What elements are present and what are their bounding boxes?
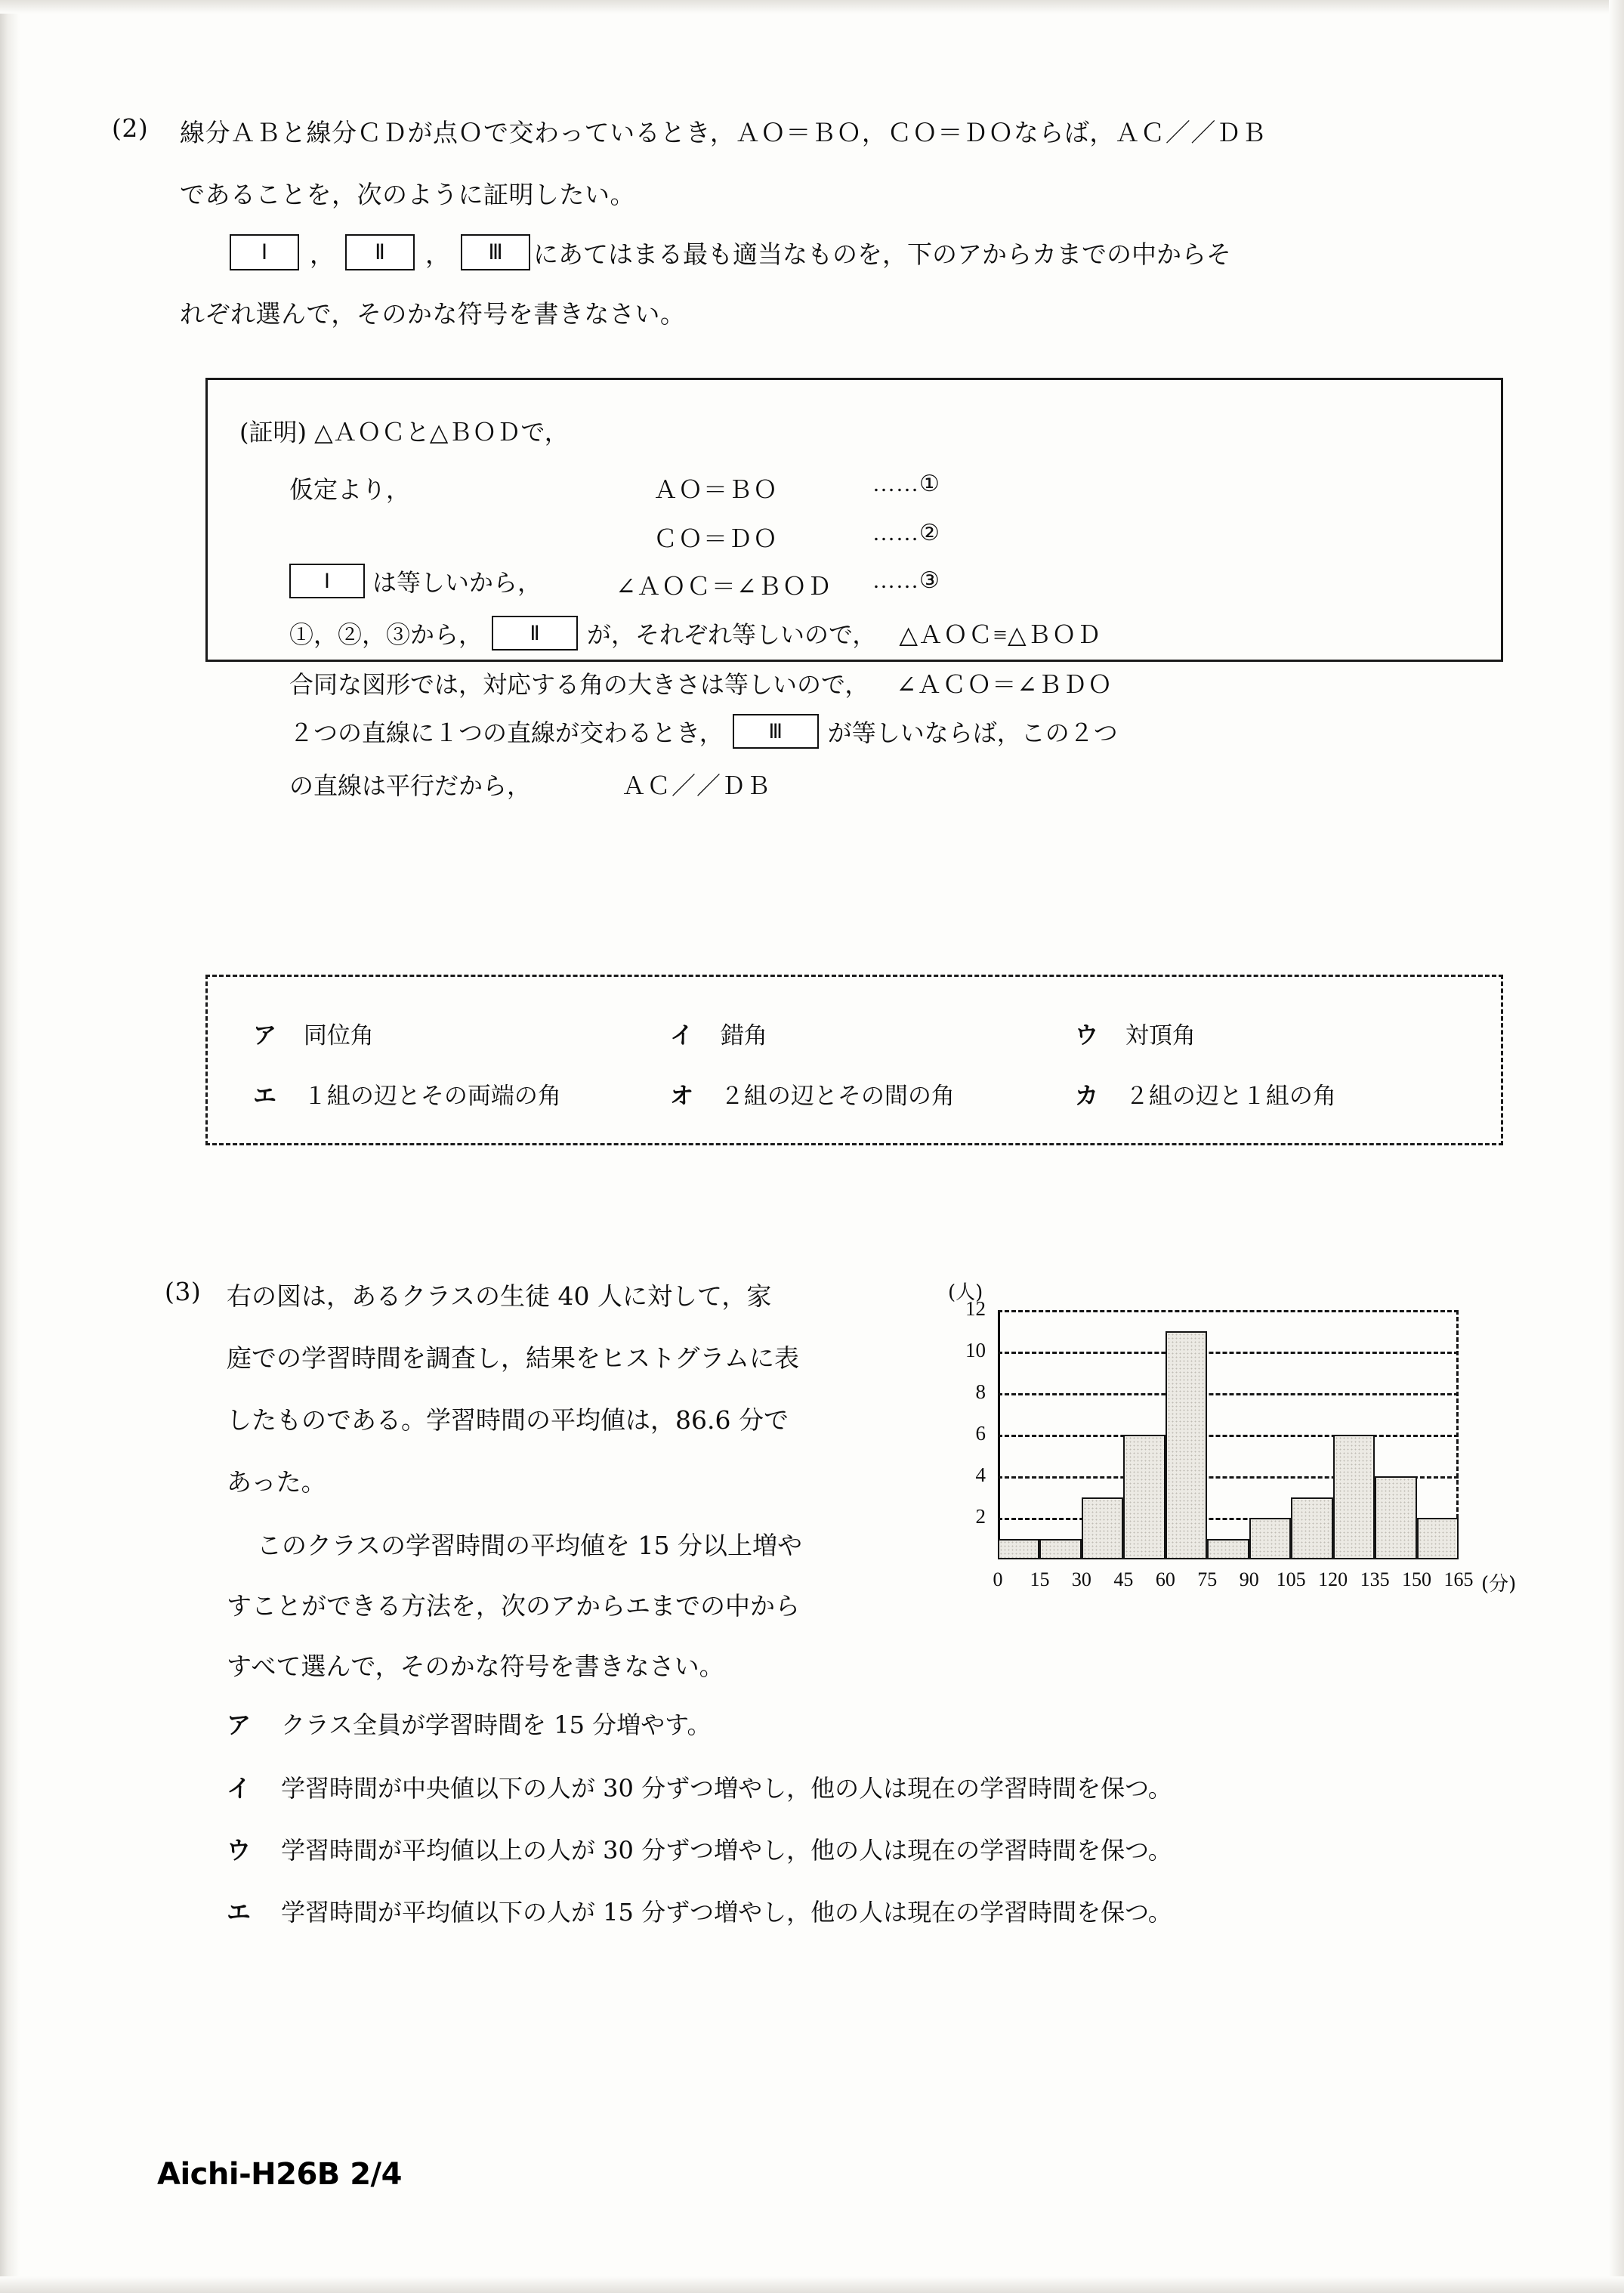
question-2-number: (2) (112, 113, 149, 143)
chart-bar (1039, 1539, 1081, 1560)
question-3-line-5: このクラスの学習時間の平均値を 15 分以上増や (257, 1531, 802, 1560)
chart-gridline (998, 1435, 1459, 1437)
chart-x-tick: 105 (1276, 1568, 1306, 1590)
choice-ka[interactable] (1075, 1077, 1336, 1111)
choice-i-key: イ (670, 1022, 693, 1049)
proof-row-4 (289, 616, 1102, 651)
proof-row-3 (289, 564, 542, 598)
question-2-blank-row (227, 234, 1231, 270)
chart-bar (1082, 1497, 1123, 1560)
proof-row-6-after: が等しいならば，この２つ (827, 718, 1118, 747)
proof-row-6 (289, 714, 1118, 749)
proof-blank-box-2[interactable]: Ⅱ (492, 616, 578, 651)
proof-row-6-before: ２つの直線に１つの直線が交わるとき， (289, 718, 724, 747)
question-3-option-u-key: ウ (227, 1836, 252, 1865)
question-3-line-1: 右の図は，あるクラスの生徒 40 人に対して，家 (227, 1281, 772, 1311)
proof-header: (証明) △ＡＯＣと△ＢＯＤで， (239, 418, 569, 447)
blank-box-2[interactable]: Ⅱ (345, 234, 415, 270)
proof-blank-box-3[interactable]: Ⅲ (733, 714, 819, 749)
chart-bar (1333, 1435, 1375, 1559)
choice-e-key: エ (253, 1083, 276, 1110)
choice-u-text: 対頂角 (1125, 1022, 1196, 1049)
blank-separator-2: ， (425, 239, 450, 269)
proof-row-3-equation: ∠ＡＯＣ＝∠ＢＯＤ (616, 573, 832, 600)
choice-u[interactable] (1075, 1016, 1196, 1050)
chart-bar (1417, 1518, 1459, 1559)
blank-separator-1: ， (310, 239, 335, 269)
proof-row-7-equation: ＡＣ／／ＤＢ (622, 772, 772, 799)
proof-row-1-ref: ……① (872, 471, 940, 496)
proof-row-4-after: が，それぞれ等しいので， (587, 620, 877, 649)
scan-edge-right (1609, 0, 1624, 2293)
chart-x-tick: 45 (1113, 1568, 1134, 1590)
choice-o-key: オ (670, 1083, 693, 1110)
question-3-option-i-text[interactable]: 学習時間が中央値以下の人が 30 分ずつ増やし，他の人は現在の学習時間を保つ。 (281, 1774, 1172, 1803)
question-2-line-3-tail: にあてはまる最も適当なものを，下のアからカまでの中からそ (533, 239, 1231, 269)
question-3-option-e-key: エ (227, 1898, 252, 1927)
chart-x-tick: 15 (1030, 1568, 1050, 1590)
blank-box-1[interactable]: Ⅰ (230, 234, 299, 270)
proof-row-3-after: は等しいから， (372, 568, 542, 597)
proof-blank-box-1[interactable]: Ⅰ (289, 564, 365, 598)
proof-row-1-equation: ＡＯ＝ＢＯ (653, 476, 779, 503)
scan-edge-bottom (0, 2276, 1624, 2293)
chart-y-tick: 2 (975, 1505, 986, 1528)
proof-row-4-equation: △ＡＯＣ≡△ＢＯＤ (899, 621, 1102, 648)
question-2-line-4: れぞれ選んで，そのかな符号を書きなさい。 (180, 299, 686, 329)
chart-gridline (998, 1310, 1459, 1312)
choice-i[interactable] (670, 1016, 767, 1050)
choice-ka-text: ２組の辺と１組の角 (1125, 1083, 1336, 1110)
proof-row-1-label: 仮定より， (289, 475, 411, 504)
scan-edge-top (0, 0, 1624, 14)
blank-box-3[interactable]: Ⅲ (461, 234, 530, 270)
choice-u-key: ウ (1075, 1022, 1098, 1049)
chart-x-tick: 75 (1197, 1568, 1218, 1590)
chart-x-tick: 0 (993, 1568, 1003, 1590)
chart-bar (1375, 1476, 1416, 1559)
chart-y-tick: 10 (965, 1339, 986, 1361)
chart-bar (1291, 1497, 1332, 1560)
chart-y-axis-unit-label: (人) (948, 1281, 983, 1304)
chart-x-tick: 150 (1402, 1568, 1432, 1590)
choice-e[interactable] (253, 1077, 561, 1111)
proof-row-7-text: の直線は平行だから， (289, 771, 532, 800)
proof-row-2-equation: ＣＯ＝ＤＯ (653, 525, 779, 552)
proof-row-7 (289, 767, 771, 802)
chart-bar (1123, 1435, 1165, 1559)
question-3-line-7: すべて選んで，そのかな符号を書きなさい。 (227, 1652, 724, 1681)
proof-row-5 (289, 666, 1113, 700)
page-footer-label: Aichi-H26B 2/4 (157, 2157, 402, 2192)
question-3-line-4: あった。 (227, 1467, 326, 1497)
choice-a[interactable] (253, 1016, 374, 1050)
chart-x-axis-unit-label: (分) (1481, 1573, 1517, 1596)
proof-row-2-ref: ……② (872, 521, 940, 545)
proof-row-4-before: ①，②，③から， (289, 620, 483, 649)
chart-bar (998, 1539, 1039, 1560)
question-2-line-1: 線分ＡＢと線分ＣＤが点Ｏで交わっているとき，ＡＯ＝ＢＯ，ＣＯ＝ＤＯならば，ＡＣ／／ＤＢ (180, 118, 1267, 147)
chart-gridline (998, 1393, 1459, 1395)
question-3-line-6: すことができる方法を，次のアからエまでの中から (227, 1591, 800, 1621)
proof-row-5-equation: ∠ＡＣＯ＝∠ＢＤＯ (896, 671, 1113, 698)
choice-a-key: ア (253, 1022, 276, 1049)
chart-x-tick: 165 (1443, 1568, 1474, 1590)
proof-row-3-ref: ……③ (872, 568, 940, 593)
question-3-option-a-text[interactable]: クラス全員が学習時間を 15 分増やす。 (281, 1710, 712, 1739)
question-3-option-a-key: ア (227, 1710, 252, 1739)
chart-y-tick: 6 (975, 1422, 986, 1445)
chart-y-tick: 12 (965, 1297, 986, 1320)
chart-x-tick: 60 (1155, 1568, 1175, 1590)
chart-plot-area (998, 1310, 1459, 1559)
question-3-option-e-text[interactable]: 学習時間が平均値以下の人が 15 分ずつ増やし，他の人は現在の学習時間を保つ。 (281, 1898, 1172, 1927)
choices-box (205, 975, 1503, 1145)
choice-ka-key: カ (1075, 1083, 1098, 1110)
chart-bar (1207, 1539, 1249, 1560)
question-3-line-3: したものである。学習時間の平均値は，86.6 分で (227, 1405, 789, 1435)
chart-bar (1249, 1518, 1291, 1559)
proof-box (205, 378, 1503, 800)
chart-y-tick: 8 (975, 1380, 986, 1403)
chart-bar (1166, 1331, 1207, 1560)
chart-x-tick: 90 (1239, 1568, 1259, 1590)
chart-y-tick: 4 (975, 1463, 986, 1486)
proof-row-5-text: 合同な図形では，対応する角の大きさは等しいので， (289, 670, 869, 699)
histogram-chart (946, 1277, 1517, 1632)
question-3-line-2: 庭での学習時間を調査し，結果をヒストグラムに表 (227, 1343, 800, 1373)
choice-o-text: ２組の辺とその間の角 (720, 1083, 955, 1110)
question-3-number: (3) (165, 1277, 202, 1306)
question-3-option-i-key: イ (227, 1774, 252, 1803)
choice-e-text: １組の辺とその両端の角 (303, 1083, 561, 1110)
scan-edge-left (0, 0, 20, 2293)
choice-i-text: 錯角 (720, 1022, 767, 1049)
choice-a-text: 同位角 (303, 1022, 374, 1049)
chart-gridline (998, 1352, 1459, 1354)
chart-x-tick: 135 (1360, 1568, 1390, 1590)
chart-x-tick: 30 (1071, 1568, 1091, 1590)
question-2-line-2: であることを，次のように証明したい。 (180, 180, 635, 209)
chart-x-tick: 120 (1318, 1568, 1348, 1590)
question-3-option-u-text[interactable]: 学習時間が平均値以上の人が 30 分ずつ増やし，他の人は現在の学習時間を保つ。 (281, 1836, 1172, 1865)
choice-o[interactable] (670, 1077, 955, 1111)
